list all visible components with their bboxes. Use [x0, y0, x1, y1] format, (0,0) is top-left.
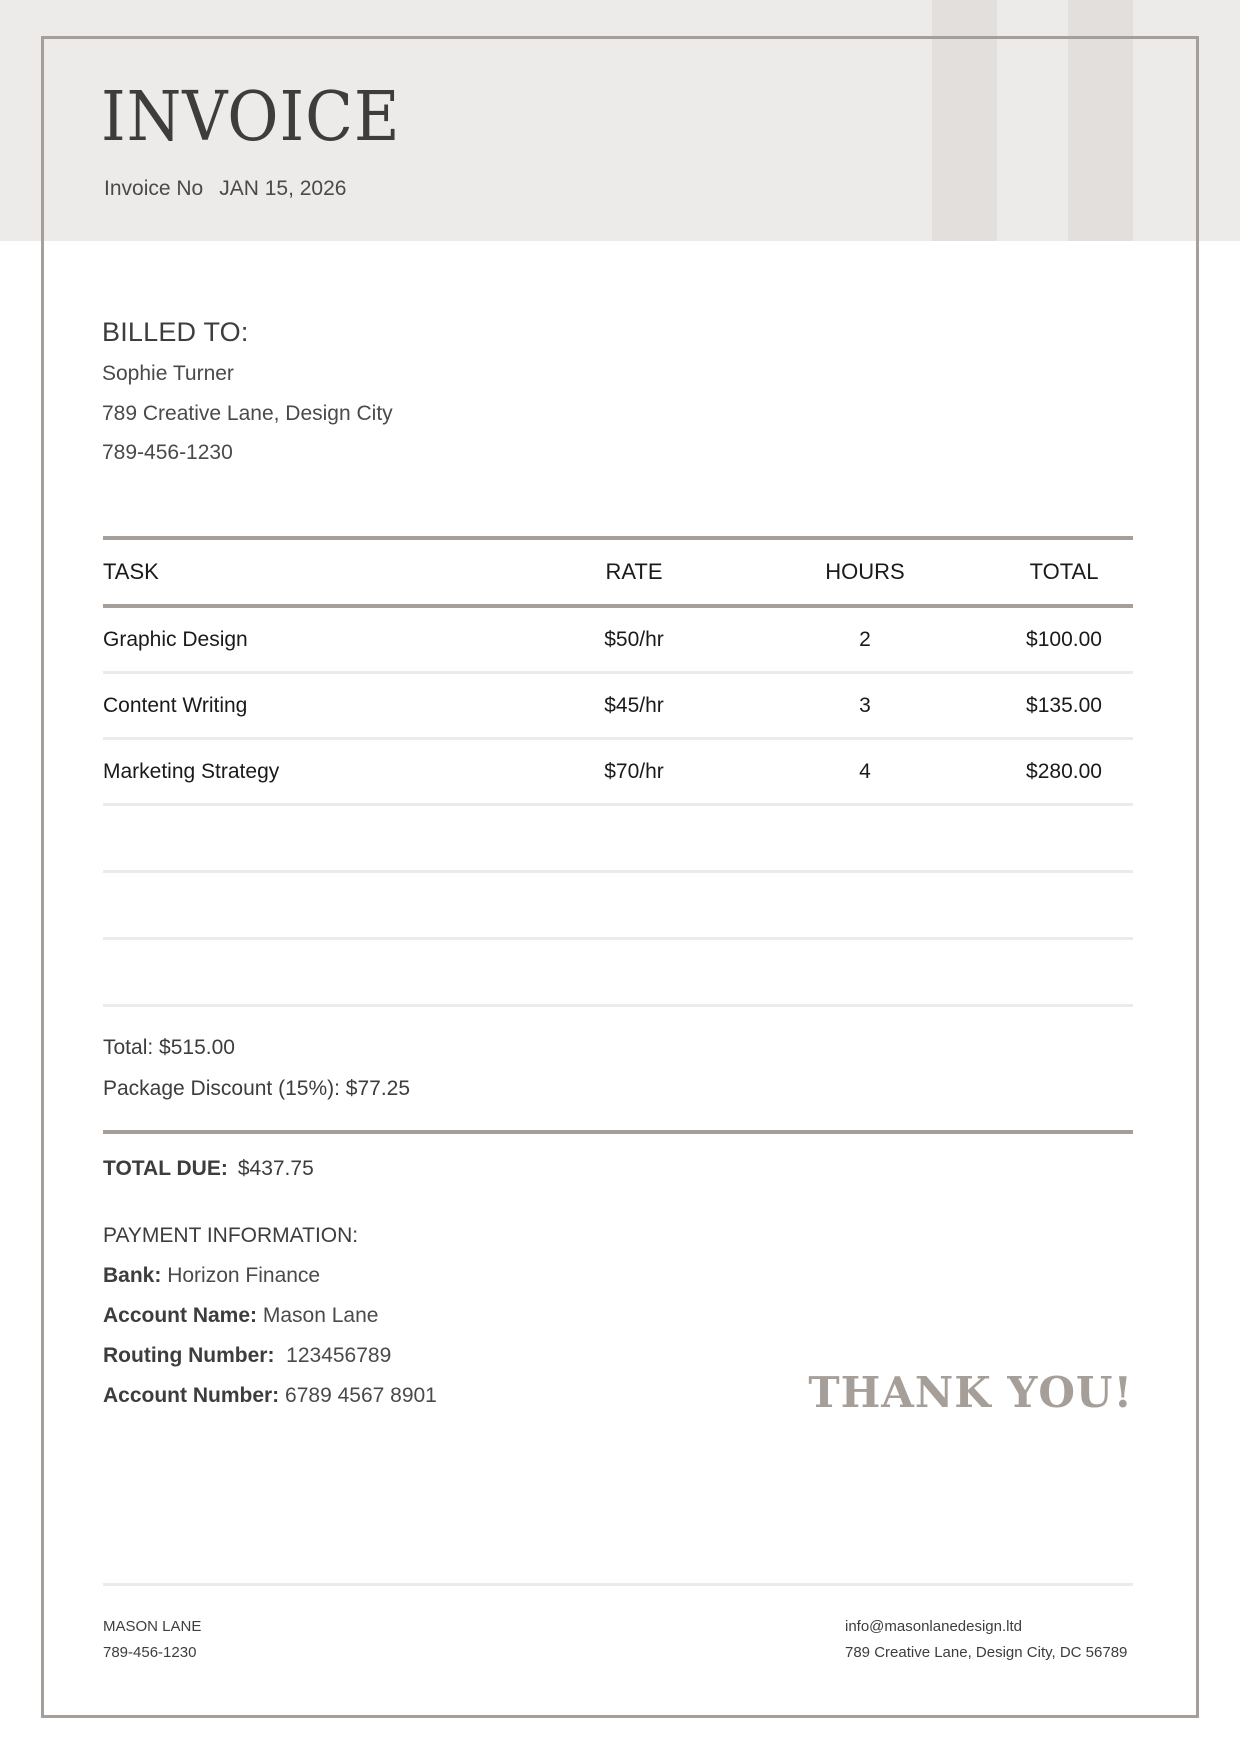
billed-to-section	[102, 317, 393, 481]
total-due-value: $437.75	[237, 1157, 314, 1180]
table-row	[103, 740, 1133, 803]
row-divider	[103, 1004, 1133, 1007]
invoice-title: INVOICE	[101, 78, 401, 157]
hours-cell: 2	[859, 627, 871, 651]
bank-label: Bank:	[103, 1264, 162, 1287]
table-row	[103, 608, 1133, 671]
footer-email: info@masonlanedesign.ltd	[845, 1618, 1023, 1635]
footer-phone: 789-456-1230	[103, 1644, 197, 1661]
thank-you-message: THANK YOU!	[808, 1368, 1133, 1417]
account-name-label: Account Name:	[103, 1304, 258, 1327]
account-name-value: Mason Lane	[262, 1304, 379, 1327]
table-row	[103, 674, 1133, 737]
payment-info-heading: PAYMENT INFORMATION:	[103, 1224, 359, 1247]
invoice-meta	[104, 177, 346, 201]
billed-to-heading: BILLED TO:	[102, 317, 249, 347]
hours-cell: 4	[859, 759, 871, 783]
task-cell: Marketing Strategy	[103, 759, 280, 783]
table-header	[103, 540, 1133, 604]
client-address: 789 Creative Lane, Design City	[102, 401, 393, 425]
empty-table-row	[103, 940, 1133, 1004]
column-header-total: TOTAL	[1029, 559, 1099, 584]
account-number-line	[103, 1384, 437, 1424]
bank-line	[103, 1264, 437, 1304]
footer-contact-info	[845, 1618, 1127, 1670]
empty-table-row	[103, 806, 1133, 870]
empty-table-row	[103, 873, 1133, 937]
total-due	[103, 1157, 314, 1181]
footer-rule	[103, 1583, 1133, 1586]
total-cell: $135.00	[1026, 693, 1102, 717]
routing-number-value: 123456789	[286, 1344, 392, 1367]
hours-cell: 3	[859, 693, 871, 717]
rate-cell: $50/hr	[604, 627, 664, 651]
task-cell: Graphic Design	[103, 627, 248, 651]
total-rule	[103, 1130, 1133, 1134]
column-header-hours: HOURS	[825, 559, 905, 584]
payment-info-section	[103, 1224, 437, 1424]
summary-section	[103, 1036, 410, 1118]
footer-company-info	[103, 1618, 201, 1670]
task-cell: Content Writing	[103, 693, 248, 717]
discount: Package Discount (15%): $77.25	[103, 1077, 411, 1100]
account-number-label: Account Number:	[103, 1384, 280, 1407]
column-header-rate: RATE	[605, 559, 663, 584]
subtotal: Total: $515.00	[103, 1036, 235, 1059]
routing-number-line	[103, 1344, 437, 1384]
total-due-label: TOTAL DUE:	[103, 1157, 228, 1180]
account-number-value: 6789 4567 8901	[285, 1384, 437, 1407]
line-items-table	[103, 536, 1133, 1007]
rate-cell: $45/hr	[604, 693, 664, 717]
account-name-line	[103, 1304, 437, 1344]
invoice-no-label: Invoice No	[104, 177, 204, 200]
footer-company-name: MASON LANE	[103, 1618, 202, 1635]
bank-value: Horizon Finance	[167, 1264, 321, 1287]
client-phone: 789-456-1230	[102, 441, 233, 464]
routing-number-label: Routing Number:	[103, 1344, 275, 1367]
rate-cell: $70/hr	[604, 759, 664, 783]
footer-address: 789 Creative Lane, Design City, DC 56789	[845, 1644, 1128, 1661]
total-cell: $280.00	[1026, 759, 1102, 783]
column-header-task: TASK	[103, 559, 159, 584]
client-name: Sophie Turner	[102, 362, 234, 385]
invoice-date: JAN 15, 2026	[219, 177, 347, 200]
total-cell: $100.00	[1026, 627, 1102, 651]
